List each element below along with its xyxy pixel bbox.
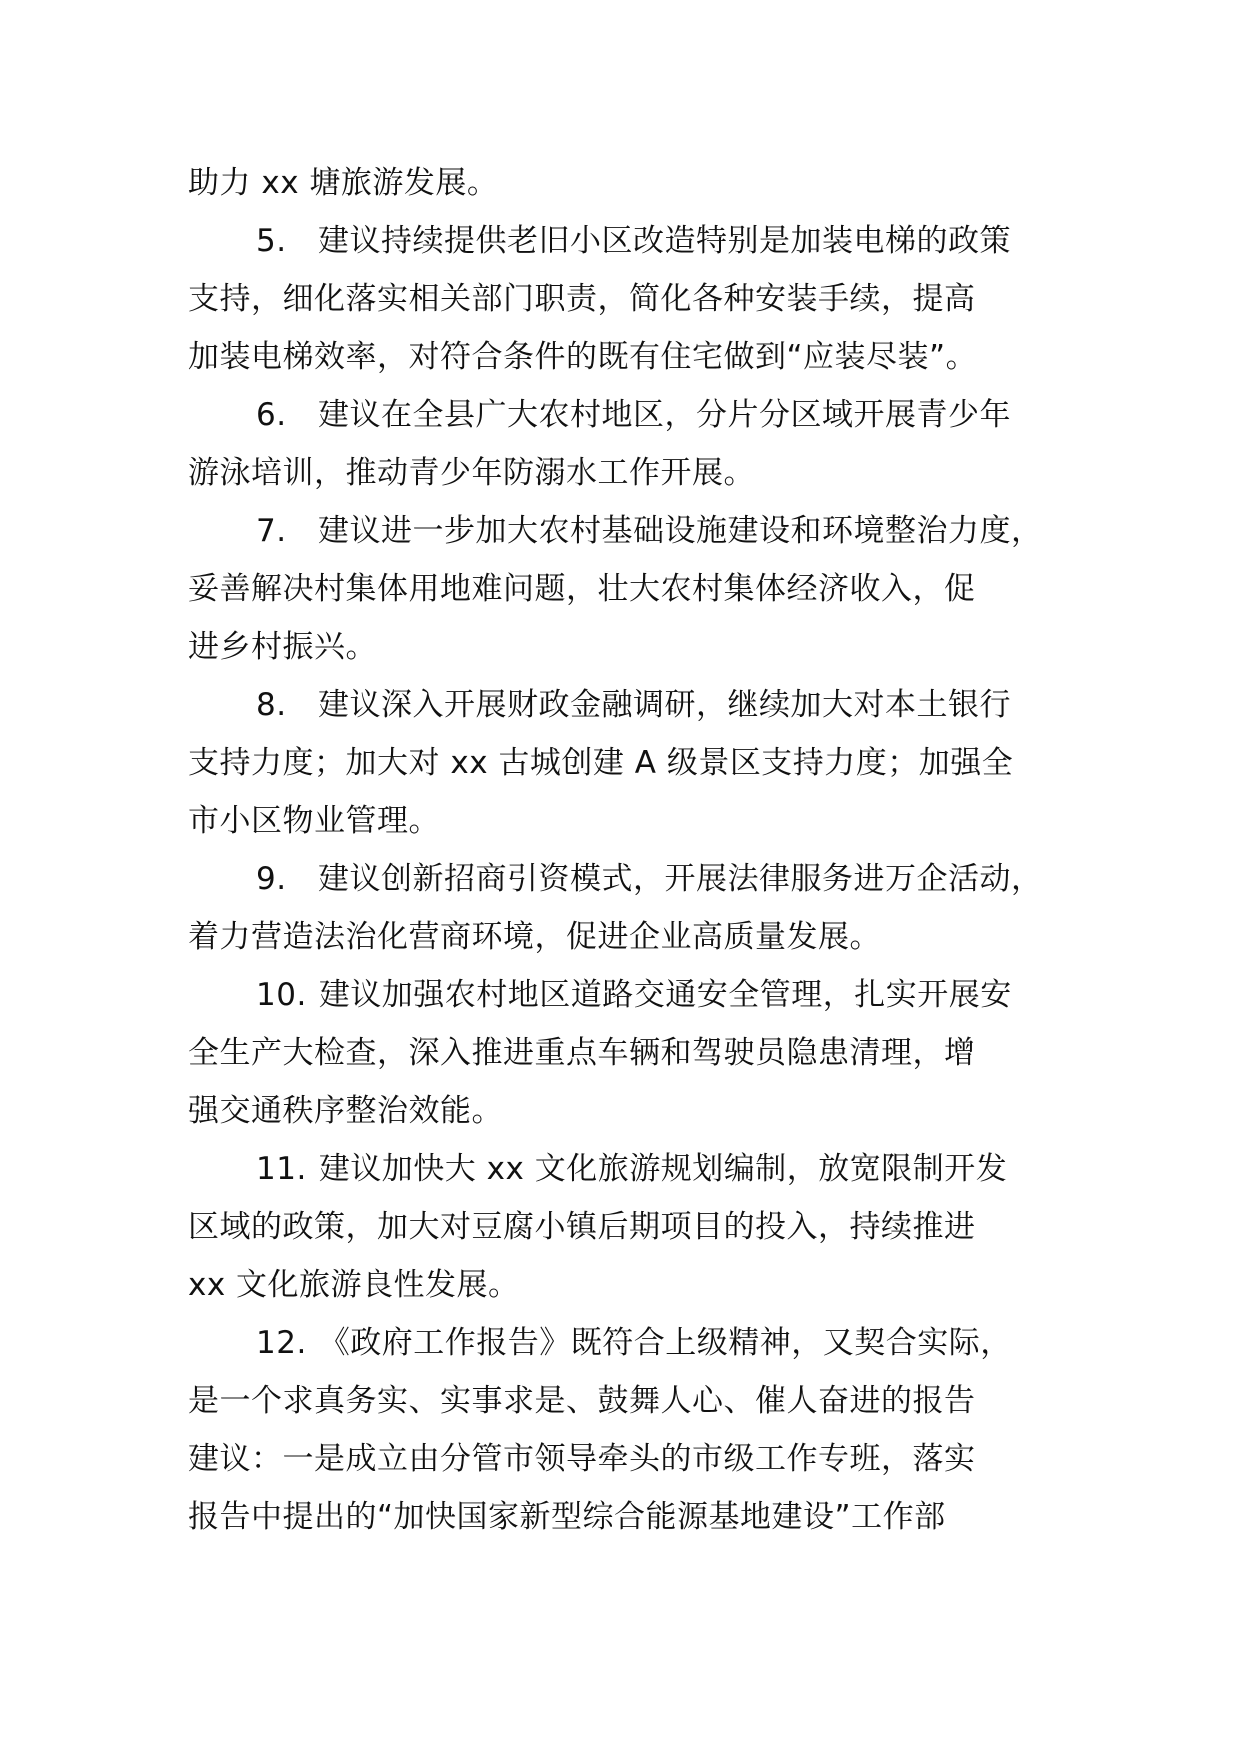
text-line <box>188 560 1078 618</box>
item-number: 5. <box>256 223 287 259</box>
list-item-6 <box>188 386 1078 444</box>
text-line <box>188 1372 1078 1430</box>
line-text: 建议在全县广大农村地区，分片分区域开展青少年 <box>318 397 1011 433</box>
line-text: 游泳培训，推动青少年防溺水工作开展。 <box>188 455 755 491</box>
line-text: 着力营造法治化营商环境，促进企业高质量发展。 <box>188 919 881 955</box>
line-text: 加装电梯效率，对符合条件的既有住宅做到“应装尽装”。 <box>188 339 978 375</box>
item-number: 6. <box>256 397 287 433</box>
text-line <box>188 270 1078 328</box>
line-text: 支持，细化落实相关部门职责，简化各种安装手续，提高 <box>188 281 976 317</box>
text-line <box>188 444 1078 502</box>
document-body <box>188 154 1078 1546</box>
item-number: 8. <box>256 687 287 723</box>
line-text: 《政府工作报告》既符合上级精神，又契合实际， <box>318 1325 1012 1361</box>
text-line <box>188 1082 1078 1140</box>
line-text: 是一个求真务实、实事求是、鼓舞人心、催人奋进的报告 <box>188 1383 976 1419</box>
text-line <box>188 792 1078 850</box>
list-item-5 <box>188 212 1078 270</box>
list-item-12 <box>188 1314 1078 1372</box>
line-text: 建议创新招商引资模式，开展法律服务进万企活动， <box>318 861 1043 897</box>
text-line <box>188 1488 1078 1546</box>
list-item-10 <box>188 966 1078 1024</box>
line-text: 妥善解决村集体用地难问题，壮大农村集体经济收入，促 <box>188 571 976 607</box>
line-text: 建议持续提供老旧小区改造特别是加装电梯的政策 <box>318 223 1011 259</box>
line-text: 建议深入开展财政金融调研，继续加大对本土银行 <box>318 687 1011 723</box>
line-text: 建议加快大 xx 文化旅游规划编制，放宽限制开发 <box>318 1151 1008 1187</box>
line-text: 区域的政策，加大对豆腐小镇后期项目的投入，持续推进 <box>188 1209 976 1245</box>
line-text: 建议进一步加大农村基础设施建设和环境整治力度， <box>318 513 1043 549</box>
text-line <box>188 734 1078 792</box>
text-line <box>188 1256 1078 1314</box>
list-item-7 <box>188 502 1078 560</box>
text-line <box>188 908 1078 966</box>
text-line <box>188 1198 1078 1256</box>
text-line <box>188 1024 1078 1082</box>
line-text: xx 文化旅游良性发展。 <box>188 1267 520 1303</box>
line-text: 建议加强农村地区道路交通安全管理，扎实开展安 <box>318 977 1012 1013</box>
line-text: 全生产大检查，深入推进重点车辆和驾驶员隐患清理，增 <box>188 1035 976 1071</box>
item-number: 10. <box>256 977 307 1013</box>
item-number: 7. <box>256 513 287 549</box>
text-line <box>188 154 1078 212</box>
list-item-9 <box>188 850 1078 908</box>
text-line <box>188 618 1078 676</box>
item-number: 9. <box>256 861 287 897</box>
text-line <box>188 1430 1078 1488</box>
item-number: 12. <box>256 1325 307 1361</box>
line-text: 建议：一是成立由分管市领导牵头的市级工作专班，落实 <box>188 1441 976 1477</box>
line-text: 市小区物业管理。 <box>188 803 440 839</box>
line-text: 报告中提出的“加快国家新型综合能源基地建设”工作部 <box>188 1499 946 1535</box>
text-line <box>188 328 1078 386</box>
line-text: 助力 xx 塘旅游发展。 <box>188 165 499 201</box>
list-item-8 <box>188 676 1078 734</box>
line-text: 进乡村振兴。 <box>188 629 377 665</box>
item-number: 11. <box>256 1151 307 1187</box>
line-text: 支持力度；加大对 xx 古城创建 A 级景区支持力度；加强全 <box>188 745 1014 781</box>
line-text: 强交通秩序整治效能。 <box>188 1093 503 1129</box>
list-item-11 <box>188 1140 1078 1198</box>
